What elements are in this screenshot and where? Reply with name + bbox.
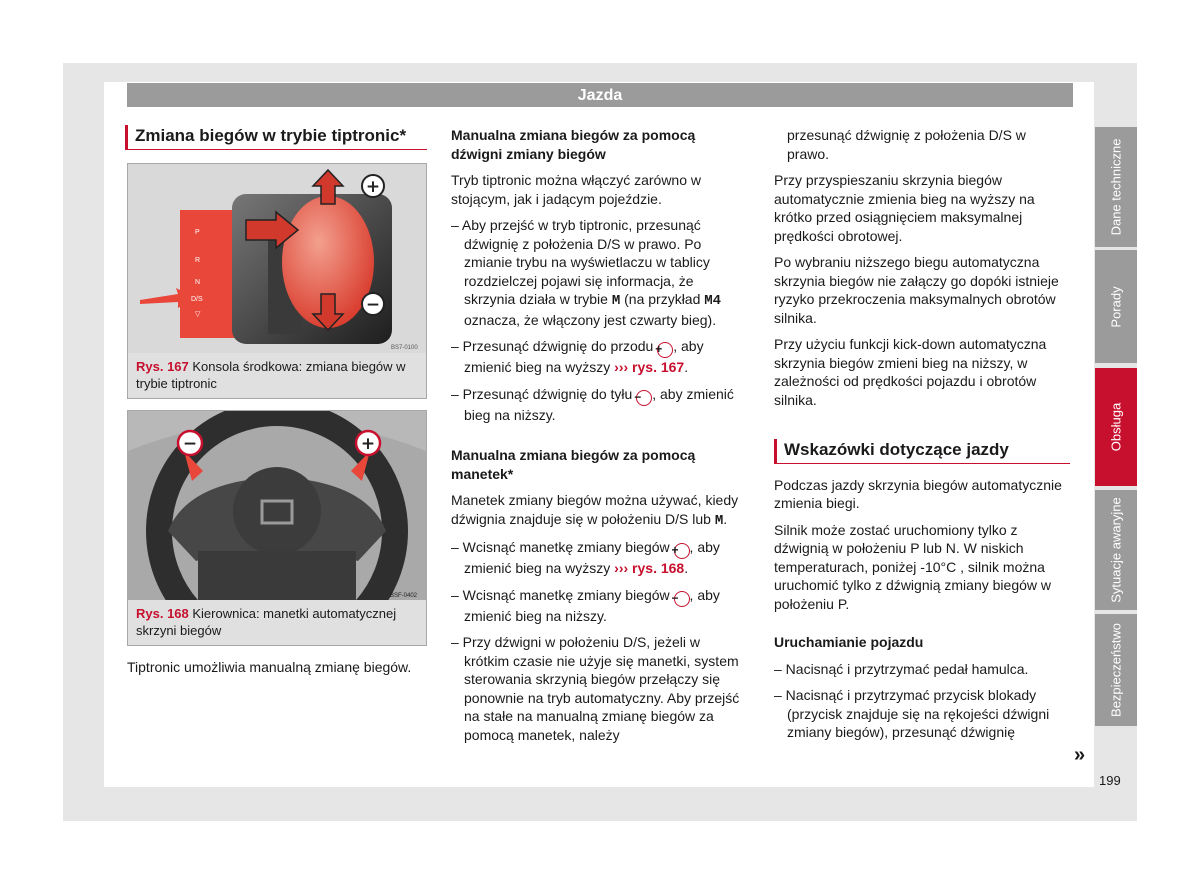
list-item: – Przesunąć dźwignię do tyłu − , aby zmienić bieg na niższy. [451, 385, 734, 423]
list-item: – Nacisnąć i przytrzymać przycisk blokady (przycisk znajduje się na rękojeści dźwigni zmiany biegów), przesunąć dźwignię [774, 687, 1050, 740]
minus-icon: − [674, 591, 690, 607]
tab-technical-data[interactable]: Dane techniczne [1095, 127, 1137, 247]
minus-icon: − [636, 390, 652, 406]
gear-ds: D/S [191, 296, 203, 303]
tab-operation[interactable]: Obsługa [1095, 368, 1137, 486]
figure-167-caption [128, 353, 426, 398]
plus-icon: + [360, 434, 376, 454]
minus-icon: − [182, 434, 198, 454]
figure-code: BSF-0402 [390, 593, 418, 599]
gear-console-illustration [128, 164, 426, 353]
steering-wheel-illustration [128, 411, 426, 600]
paragraph: Silnik może zostać uruchomiony tylko z dźwignią w położeniu P lub N. W niskich temperaturach, poniżej -10°C , silnik można uruchomić tylko z dźwignią zmiany biegów w położeniu P. [774, 521, 1051, 612]
figure-168 [127, 410, 427, 646]
list-item: – Przy dźwigni w położeniu D/S, jeżeli w krótkim czasie nie użyje się manetki, system sterowania skrzynią biegów przełączy się ponownie na tryb automatyczny. Aby przejść na stałe na manualną zmianę biegów za pomocą manetek, należy [451, 634, 740, 743]
list-item: – Wcisnąć manetkę zmiany biegów − , aby zmienić bieg na niższy. [451, 586, 720, 624]
list-item: – Przesunąć dźwignię do przodu + , aby zmienić bieg na wyższy ››› rys. 167. [451, 338, 704, 375]
tab-tips[interactable]: Porady [1095, 250, 1137, 363]
gear-n: N [195, 279, 201, 286]
gear-arrow: ▽ [195, 311, 201, 318]
left-outro [127, 658, 423, 685]
figure-reference-link[interactable]: ››› rys. 168 [614, 560, 685, 576]
figure-167-label: Rys. 167 [136, 359, 189, 374]
paragraph: Po wybraniu niższego biegu automatyczna skrzynia biegów nie załączy go dopóki istnieje ryzyko przekroczenia maksymalnych obrotów silnika. [774, 254, 1059, 326]
tab-emergencies[interactable]: Sytuacje awaryjne [1095, 490, 1137, 610]
right-column [774, 126, 1070, 750]
gear-p: P [195, 229, 200, 236]
figure-168-label: Rys. 168 [136, 606, 189, 621]
gear-r: R [195, 257, 201, 264]
tab-safety[interactable]: Bezpieczeństwo [1095, 614, 1137, 726]
figure-167-image [128, 164, 426, 353]
paragraph: Podczas jazdy skrzynia biegów automatycznie zmienia biegi. [774, 476, 1062, 511]
figure-167-caption-text: Konsola środkowa: zmiana biegów w trybie tiptronic [136, 359, 406, 391]
list-item: – Aby przejść w tryb tiptronic, przesunąć dźwignię z położenia D/S w prawo. Po zmianie trybu na wyświetlaczu w tablicy rozdzielczej pojawi się informacja, że skrzynia działa w trybie M (na przykład M4 oznacza, że włączony jest czwarty bieg). [451, 217, 722, 328]
section-title-tiptronic: Zmiana biegów w trybie tiptronic* [125, 125, 427, 150]
list-item-continuation: przesunąć dźwignię z położenia D/S w prawo. [787, 127, 1026, 162]
paragraph: Tryb tiptronic można włączyć zarówno w stojącym, jak i jadącym pojeździe. [451, 172, 702, 207]
minus-icon: − [365, 295, 381, 315]
figure-168-image [128, 411, 426, 600]
continue-mark: » [1074, 744, 1086, 766]
figure-167 [127, 163, 427, 399]
paragraph: Przy użyciu funkcji kick-down automatyczna skrzynia biegów zmieni bieg na niższy, w zależności od prędkości pojazdu i obrotów silnika. [774, 336, 1047, 408]
subheading-paddles: Manualna zmiana biegów za pomocą manetek* [451, 447, 696, 482]
page-number: 199 [1099, 773, 1121, 788]
subheading-lever: Manualna zmiana biegów za pomocą dźwigni zmiany biegów [451, 127, 696, 162]
plus-icon: + [674, 543, 690, 559]
list-item: – Wcisnąć manetkę zmiany biegów + , aby zmienić bieg na wyższy ››› rys. 168. [451, 539, 720, 576]
paragraph: Manetek zmiany biegów można używać, kiedy dźwignia znajduje się w położeniu D/S lub M. [451, 492, 739, 529]
left-column [125, 125, 427, 150]
plus-icon: + [657, 342, 673, 358]
list-item: – Nacisnąć i przytrzymać pedał hamulca. [774, 660, 1029, 677]
paragraph: Przy przyspieszaniu skrzynia biegów automatycznie zmienia bieg na wyższy na krótko przed osiągnięciem maksymalnej prędkości obrotowej. [774, 172, 1035, 244]
chapter-header: Jazda [127, 83, 1073, 107]
figure-code: BS7-0100 [391, 345, 418, 351]
figure-168-caption [128, 600, 426, 645]
paragraph: Tiptronic umożliwia manualną zmianę biegów. [127, 659, 412, 675]
figure-reference-link[interactable]: ››› rys. 167 [614, 359, 685, 375]
figure-168-caption-text: Kierownica: manetki automatycznej skrzyni biegów [136, 606, 397, 638]
section-title-driving-tips: Wskazówki dotyczące jazdy [774, 439, 1070, 464]
plus-icon: + [365, 177, 381, 197]
subheading-start: Uruchamianie pojazdu [774, 634, 924, 650]
middle-column [451, 126, 741, 752]
